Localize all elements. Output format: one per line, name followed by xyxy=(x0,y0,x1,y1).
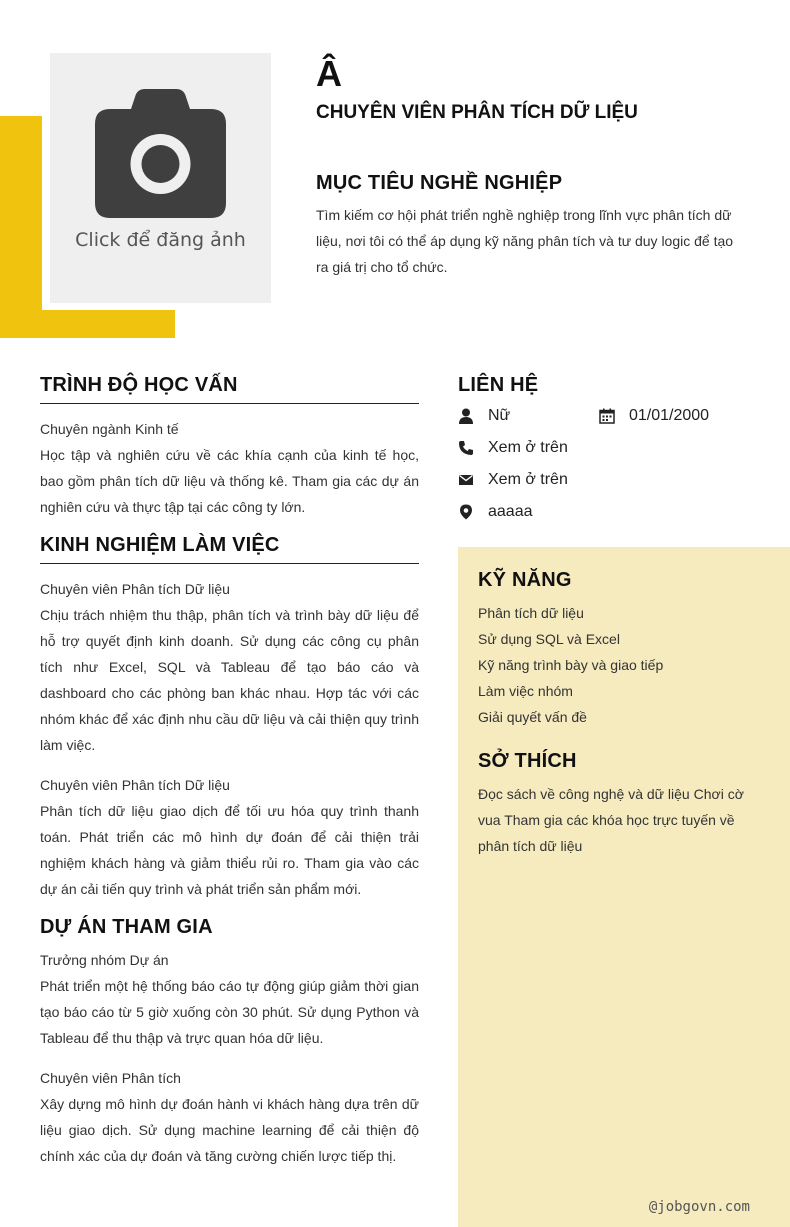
experience-entry xyxy=(40,772,419,902)
education-section xyxy=(40,374,419,520)
experience-entry xyxy=(40,576,419,758)
projects-heading: DỰ ÁN THAM GIA xyxy=(40,916,213,938)
entry-body: Học tập và nghiên cứu về các khía cạnh của kinh tế học, bao gồm phân tích dữ liệu và thống kê. Tham gia các dự án nghiên cứu và thực tập tại các công ty lớn. xyxy=(40,447,419,515)
skills-list xyxy=(478,600,748,730)
skill-item: Làm việc nhóm xyxy=(478,683,573,699)
hobbies-heading: SỞ THÍCH xyxy=(478,750,577,772)
skill-item: Giải quyết vấn đề xyxy=(478,709,587,725)
accent-bar-horizontal xyxy=(0,310,175,338)
watermark: @jobgovn.com xyxy=(648,1199,750,1215)
education-heading: TRÌNH ĐỘ HỌC VẤN xyxy=(40,374,419,404)
main-column xyxy=(40,374,419,1183)
calendar-icon xyxy=(599,408,615,424)
job-title: CHUYÊN VIÊN PHÂN TÍCH DỮ LIỆU xyxy=(316,102,638,123)
education-entry xyxy=(40,416,419,520)
email-value: Xem ở trên xyxy=(488,471,568,488)
entry-head: Trưởng nhóm Dự án xyxy=(40,952,169,968)
experience-section xyxy=(40,534,419,902)
birthday-value: 01/01/2000 xyxy=(629,407,710,424)
entry-head: Chuyên viên Phân tích Dữ liệu xyxy=(40,777,230,793)
entry-body: Chịu trách nhiệm thu thập, phân tích và trình bày dữ liệu để hỗ trợ quyết định kinh doanh. Sử dụng các công cụ phân tích như Excel, SQL và Tableau để tạo báo cáo và dashboard cho các phòng ban khác nhau. Hợp tác với các nhóm khác để xác định nhu cầu dữ liệu và cải thiện quy trình làm việc. xyxy=(40,607,419,753)
person-icon xyxy=(458,408,474,424)
phone-icon xyxy=(458,440,474,456)
photo-upload[interactable] xyxy=(50,53,271,303)
side-panel xyxy=(458,547,790,1227)
entry-body: Phát triển một hệ thống báo cáo tự động giúp giảm thời gian tạo báo cáo từ 5 giờ xuống còn 30 phút. Sử dụng Python và Tableau để thu thập và trực quan hóa dữ liệu. xyxy=(40,978,419,1046)
camera-icon xyxy=(95,89,226,219)
mail-icon xyxy=(458,472,474,488)
candidate-name: Â xyxy=(316,53,342,94)
objective-text: Tìm kiếm cơ hội phát triển nghề nghiệp trong lĩnh vực phân tích dữ liệu, nơi tôi có thể áp dụng kỹ năng phân tích và tư duy logic để tạo ra giá trị cho tổ chức. xyxy=(316,207,734,275)
contact-heading: LIÊN HỆ xyxy=(458,374,539,396)
experience-heading: KINH NGHIỆM LÀM VIỆC xyxy=(40,534,419,564)
objective-heading: MỤC TIÊU NGHỀ NGHIỆP xyxy=(316,172,563,194)
skill-item: Sử dụng SQL và Excel xyxy=(478,631,620,647)
location-pin-icon xyxy=(458,504,474,520)
accent-bar-vertical xyxy=(0,116,42,338)
entry-body: Xây dựng mô hình dự đoán hành vi khách hàng dựa trên dữ liệu giao dịch. Sử dụng machine learning để cải thiện độ chính xác của dự đoán và tăng cường chiến lược tiếp thị. xyxy=(40,1096,419,1164)
hobbies-text: Đọc sách về công nghệ và dữ liệu Chơi cờ vua Tham gia các khóa học trực tuyến về phân tích dữ liệu xyxy=(478,786,744,854)
photo-upload-caption: Click để đăng ảnh xyxy=(75,229,246,251)
gender-value: Nữ xyxy=(488,407,511,424)
skill-item: Phân tích dữ liệu xyxy=(478,605,584,621)
skill-item: Kỹ năng trình bày và giao tiếp xyxy=(478,657,664,673)
projects-section xyxy=(40,916,419,1169)
skills-heading: KỸ NĂNG xyxy=(478,569,572,591)
entry-head: Chuyên ngành Kinh tế xyxy=(40,421,179,437)
entry-body: Phân tích dữ liệu giao dịch để tối ưu hóa quy trình thanh toán. Phát triển các mô hình dự đoán để cải thiện trải nghiệm khách hàng và giảm thiểu rủi ro. Tham gia vào các dự án cải tiến quy trình và phát triển sản phẩm mới. xyxy=(40,803,419,897)
entry-head: Chuyên viên Phân tích Dữ liệu xyxy=(40,581,230,597)
entry-head: Chuyên viên Phân tích xyxy=(40,1070,181,1086)
phone-value: Xem ở trên xyxy=(488,439,568,456)
project-entry xyxy=(40,1065,419,1169)
project-entry xyxy=(40,947,419,1051)
side-panel-content xyxy=(478,569,748,859)
address-value: aaaaa xyxy=(488,503,533,520)
